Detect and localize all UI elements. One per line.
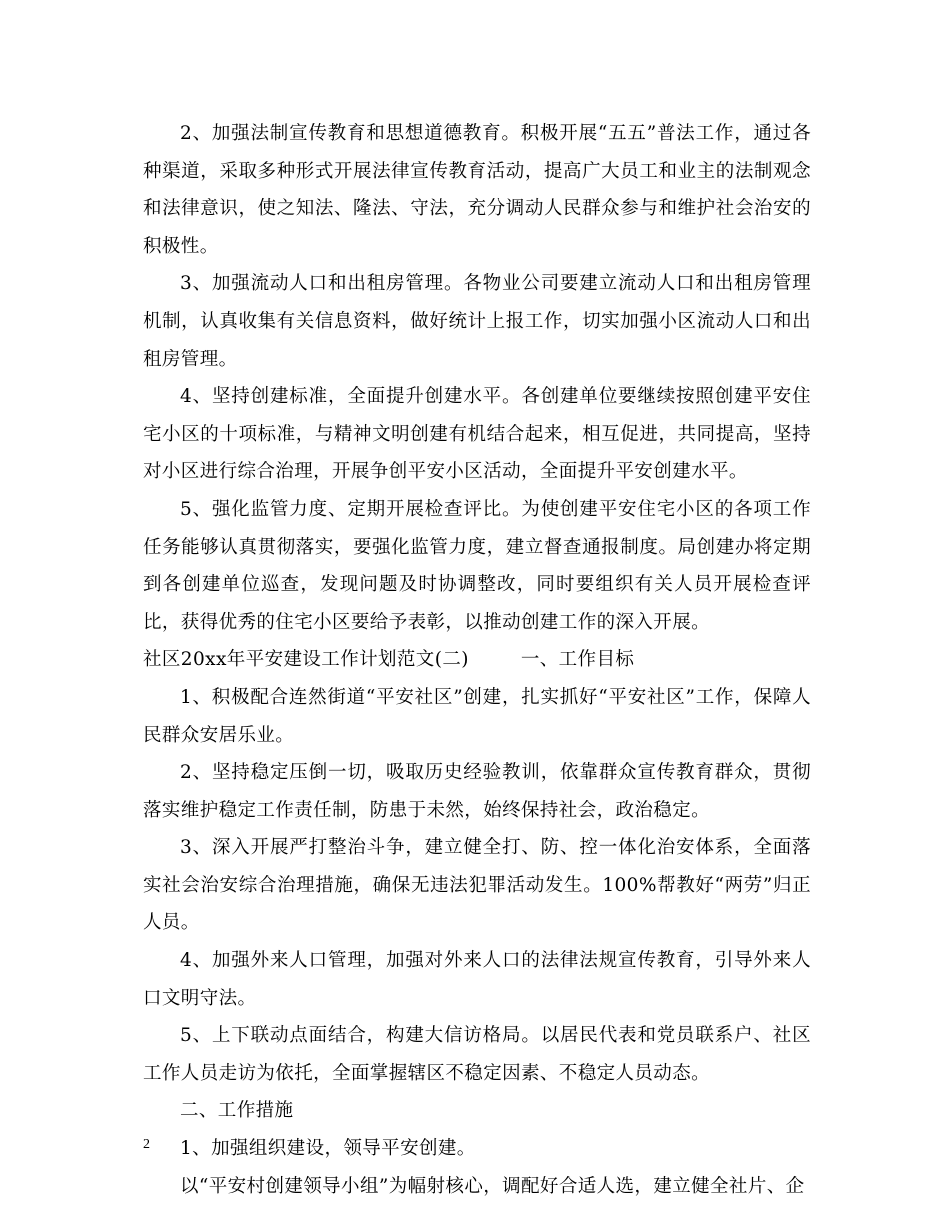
- paragraph: 3、加强流动人口和出租房管理。各物业公司要建立流动人口和出租房管理机制，认真收集有关信息资料，做好统计上报工作，切实加强小区流动人口和出租房管理。: [143, 273, 811, 370]
- document-body: [143, 115, 811, 1205]
- section-heading-line: [143, 641, 811, 679]
- paragraph: 5、上下联动点面结合，构建大信访格局。以居民代表和党员联系户、社区工作人员走访为依托，全面掌握辖区不稳定因素、不稳定人员动态。: [143, 1025, 811, 1084]
- paragraph: 2、坚持稳定压倒一切，吸取历史经验教训，依靠群众宣传教育群众，贯彻落实维护稳定工作责任制，防患于未然，始终保持社会，政治稳定。: [143, 762, 811, 821]
- paragraph: 3、深入开展严打整治斗争，建立健全打、防、控一体化治安体系，全面落实社会治安综合治理措施，确保无违法犯罪活动发生。100%帮教好“两劳”归正人员。: [143, 837, 811, 934]
- paragraph: 2、加强法制宣传教育和思想道德教育。积极开展“五五”普法工作，通过各种渠道，采取多种形式开展法律宣传教育活动，提高广大员工和业主的法制观念和法律意识，使之知法、隆法、守法，充分调动人民群众参与和维护社会治安的积极性。: [143, 123, 811, 257]
- paragraph: 5、强化监管力度、定期开展检查评比。为使创建平安住宅小区的各项工作任务能够认真贯彻落实，要强化监管力度，建立督查通报制度。局创建办将定期到各创建单位巡查，发现问题及时协调整改，同时要组织有关人员开展检查评比，获得优秀的住宅小区要给予表彰，以推动创建工作的深入开展。: [143, 498, 811, 633]
- paragraph: 以“平安村创建领导小组”为幅射核心，调配好合适人选，建立健全社片、企: [180, 1175, 805, 1197]
- section-title: 社区20xx年平安建设工作计划范文(二): [143, 649, 469, 671]
- heading-gap: [469, 641, 521, 679]
- paragraph: 4、坚持创建标准，全面提升创建水平。各创建单位要继续按照创建平安住宅小区的十项标准，与精神文明创建有机结合起来，相互促进，共同提高，坚持对小区进行综合治理，开展争创平安小区活动，全面提升平安创建水平。: [143, 386, 811, 483]
- page-number: 2: [143, 1137, 150, 1152]
- paragraph: 4、加强外来人口管理，加强对外来人口的法律法规宣传教育，引导外来人口文明守法。: [143, 950, 811, 1009]
- paragraph: 1、积极配合连然街道“平安社区”创建，扎实抓好“平安社区”工作，保障人民群众安居乐业。: [143, 686, 811, 746]
- section-subtitle: 一、工作目标: [520, 649, 635, 671]
- paragraph: 1、加强组织建设，领导平安创建。: [180, 1138, 476, 1160]
- section-heading: 二、工作措施: [180, 1100, 294, 1122]
